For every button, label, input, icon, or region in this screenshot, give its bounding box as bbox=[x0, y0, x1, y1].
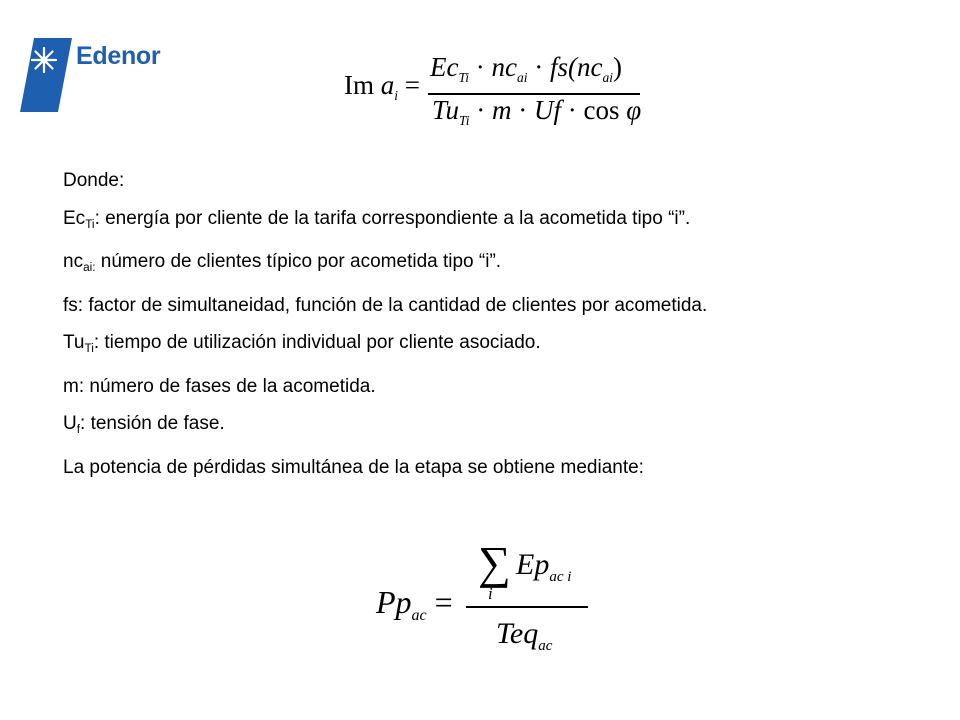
text-line: fs: factor de simultaneidad, función de la cantidad de clientes por acometida. bbox=[63, 294, 708, 316]
formula1-lhs: Im $a_i$ = bbox=[344, 70, 420, 104]
formula2-lhs: $Pp_{ac}$ = bbox=[376, 584, 453, 625]
formula2-ep-sub: ac i bbox=[549, 568, 572, 585]
formula1-num-close: ) bbox=[613, 52, 622, 82]
formula1-denominator: $Tu_{Ti} \cdot m \cdot Uf \cdot \cos \varphi$ bbox=[432, 95, 642, 129]
formula1-den-cos: cos bbox=[583, 95, 620, 125]
formula1-den-tu-sub: Ti bbox=[459, 113, 470, 129]
formula2-fraction-line bbox=[466, 606, 588, 608]
edenor-logo bbox=[20, 38, 170, 114]
formula1-num-fs-sub: ai bbox=[602, 70, 613, 86]
text-line: $Tu_{Ti}$: tiempo de utilización individual por cliente asociado. bbox=[63, 332, 541, 356]
formula1-den-uf: Uf bbox=[534, 95, 562, 125]
edenor-logo-icon bbox=[20, 38, 72, 112]
formula2-teq-sub: ac bbox=[538, 637, 553, 654]
formula1-den-m: m bbox=[492, 95, 512, 125]
formula2-ep: Ep bbox=[516, 548, 550, 581]
formula1-num-nc: nc bbox=[491, 52, 517, 82]
formula1-den-tu: Tu bbox=[432, 95, 460, 125]
formula1-numerator: $Ec_{Ti} \cdot nc_{ai} \cdot fs(nc_{ai})$ bbox=[430, 52, 622, 86]
formula1-num-ec-sub: Ti bbox=[458, 70, 469, 86]
formula2-pp-sub: ac bbox=[411, 607, 427, 625]
text-line: $U_f$: tensión de fase. bbox=[63, 413, 225, 437]
formula1-num-nc-sub: ai bbox=[516, 70, 528, 86]
formula2-sum-index: i bbox=[488, 584, 493, 603]
definitions-text bbox=[63, 170, 943, 494]
text-line: Donde: bbox=[63, 170, 125, 191]
formula1-num-ec: Ec bbox=[430, 52, 459, 82]
logo-brand-text: Edenor bbox=[76, 42, 161, 70]
formula1-var-sub: i bbox=[394, 88, 399, 104]
text-line: $nc_{ai:}$ número de clientes típico por acometida tipo “i”. bbox=[63, 251, 502, 275]
formula2-teq: Teq bbox=[496, 617, 539, 650]
formula2-sum-symbol: ∑ bbox=[478, 537, 511, 588]
text-line: m: número de fases de la acometida. bbox=[63, 375, 376, 397]
text-line: La potencia de pérdidas simultánea de la etapa se obtiene mediante: bbox=[63, 456, 644, 478]
formula1-var: a bbox=[380, 70, 395, 100]
formula2-pp: Pp bbox=[376, 584, 412, 620]
text-line: $Ec_{Ti}$: energía por cliente de la tarifa correspondiente a la acometida tipo “i”. bbox=[63, 207, 691, 231]
formula2-denominator bbox=[496, 617, 552, 655]
formula1-num-fs: fs(nc bbox=[550, 52, 603, 82]
formula1-op: Im bbox=[344, 70, 374, 100]
formula2-numerator bbox=[516, 548, 571, 586]
formula1-den-phi: φ bbox=[626, 95, 642, 125]
